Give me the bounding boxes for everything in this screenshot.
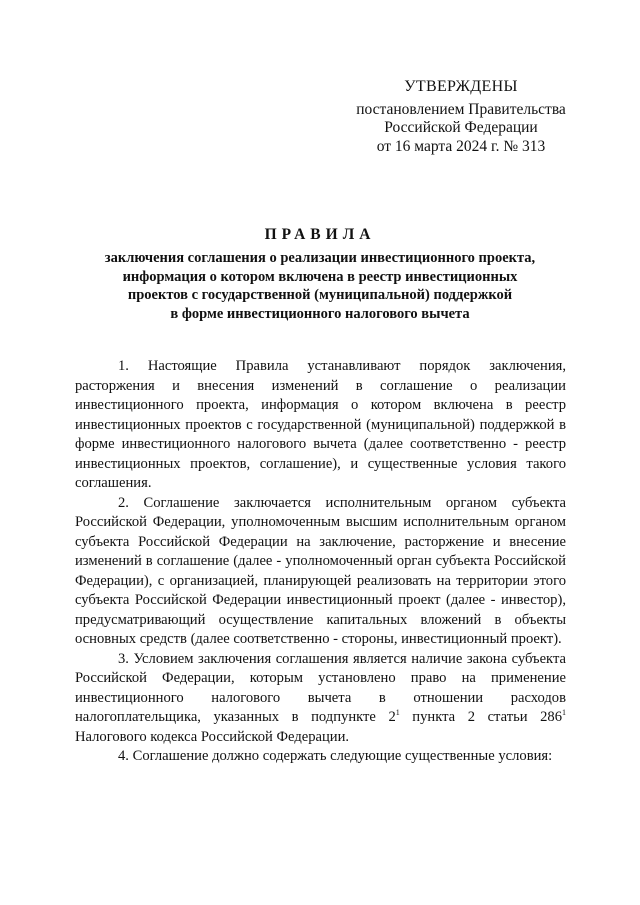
approval-block xyxy=(346,78,576,156)
approval-line-2: Российской Федерации xyxy=(384,119,538,136)
superscript-1: 1 xyxy=(395,708,400,717)
approved-heading: УТВЕРЖДЕНЫ xyxy=(404,78,518,95)
document-subtitle xyxy=(60,249,580,323)
paragraph-3 xyxy=(75,650,566,748)
paragraph-1: 1. Настоящие Правила устанавливают порядок заключения, расторжения и внесения изменений в соглашение о реализации инвестиционного проекта, информация о котором включена в реестр инвестиционных проектов с государственной (муниципальной) поддержкой в форме инвестиционного налогового вычета (далее соответственно - реестр инвестиционных проектов, соглашение), и существенные условия такого соглашения. xyxy=(75,358,566,491)
approval-line-3: от 16 марта 2024 г. № 313 xyxy=(376,137,546,155)
document-title: ПРАВИЛА xyxy=(264,226,376,243)
subtitle-line-4: в форме инвестиционного налогового вычета xyxy=(170,305,470,322)
approval-line-1: постановлением Правительства xyxy=(356,100,566,118)
paragraph-3-part-c: Налогового кодекса Российской Федерации. xyxy=(75,728,350,745)
subtitle-line-1: заключения соглашения о реализации инвестиционного проекта, xyxy=(104,250,536,266)
superscript-2: 1 xyxy=(562,708,566,717)
subtitle-line-3: проектов с государственной (муниципальной) поддержкой xyxy=(127,287,513,303)
subtitle-line-2: информация о котором включена в реестр инвестиционных xyxy=(122,268,518,285)
document-body xyxy=(75,357,566,767)
paragraph-2: 2. Соглашение заключается исполнительным органом субъекта Российской Федерации, уполномоченным высшим исполнительным органом субъекта Российской Федерации на заключение, расторжение и внесение изменений в соглашение (далее - уполномоченный орган субъекта Российской Федерации), с организацией, планирующей реализовать на территории этого субъекта Российской Федерации инвестиционный проект (далее - инвестор), предусматривающий осуществление капитальных вложений в объекты основных средств (далее соответственно - стороны, инвестиционный проект). xyxy=(75,494,566,647)
paragraph-4: 4. Соглашение должно содержать следующие существенные условия: xyxy=(118,748,553,764)
paragraph-3-part-a: 3. Условием заключения соглашения является наличие закона субъекта Российской Федерации, которым установлено право на применение инвестиционного налогового вычета в отношении расходов налогоплательщика, указанных в подпункте 2 xyxy=(75,650,566,725)
paragraph-3-part-b: пункта 2 статьи 286 xyxy=(399,709,562,725)
